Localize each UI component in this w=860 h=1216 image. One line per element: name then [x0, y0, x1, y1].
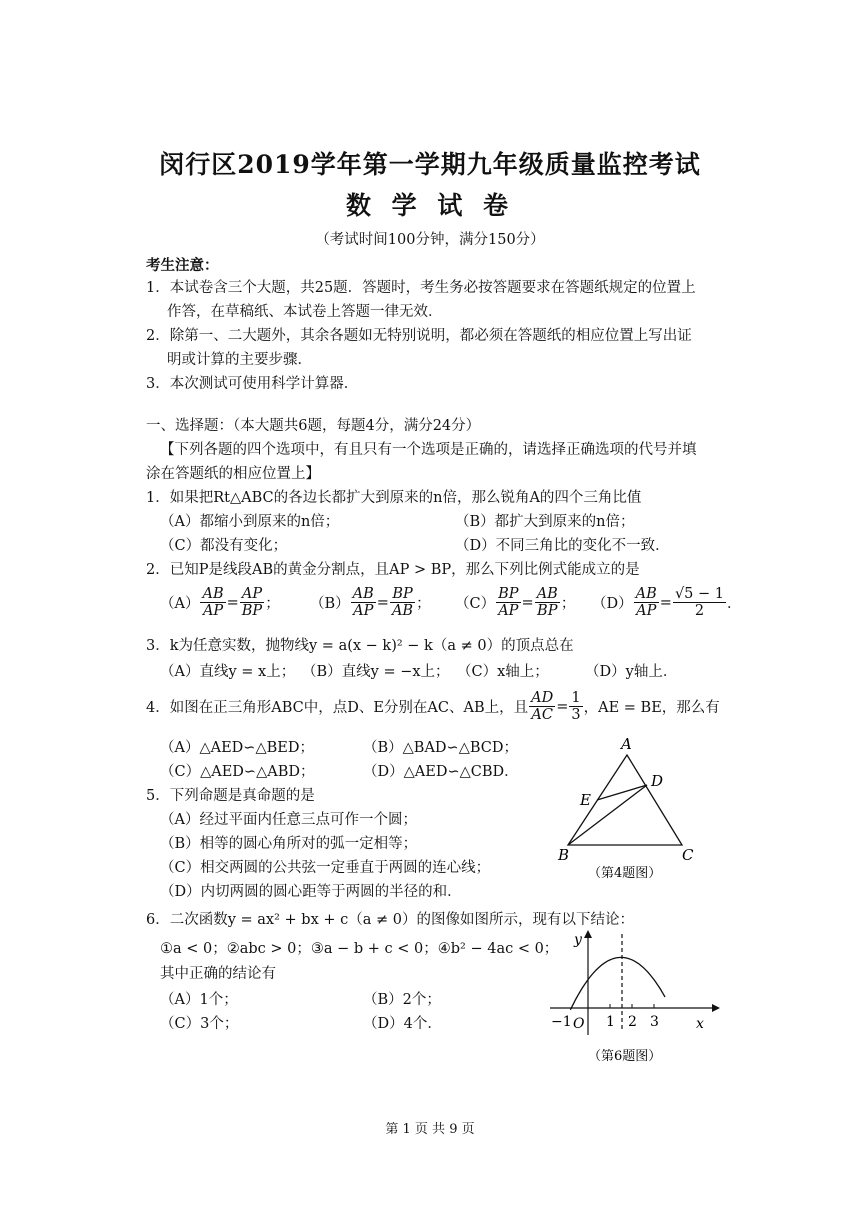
q2-c-frac-2: $\frac{AB}{BP}$ — [536, 586, 558, 619]
section-instruction: 【下列各题的四个选项中，有且只有一个选项是正确的，请选择正确选项的代号并填 — [160, 442, 697, 458]
q2-stem: 2．已知P是线段AB的黄金分割点，且AP > BP，那么下列比例式能成立的是 — [146, 562, 640, 578]
q1-option-c: （C）都没有变化； — [160, 538, 288, 554]
q4-stem: 4．如图在正三角形ABC中，点D、E分别在AC、AB上，且 $\frac{AD}{AC}$ = $\frac{1}{3}$ ，AE = BE，那么有 — [146, 690, 720, 723]
section-instruction-cont: 涂在答题纸的相应位置上】 — [146, 466, 320, 482]
x-axis-arrow-icon — [712, 1004, 720, 1012]
q2-c-label: （C） — [455, 596, 496, 612]
notice-item-3: 3．本次测试可使用科学计算器． — [146, 376, 359, 392]
label-c: C — [682, 846, 694, 864]
axis-x-label: x — [696, 1016, 704, 1032]
q3-option-c: （C）x轴上； — [457, 664, 549, 680]
q4-figure-caption: （第4题图） — [588, 866, 662, 881]
label-d: D — [651, 772, 664, 790]
q1-stem: 1．如果把Rt△ABC的各边长都扩大到原来的n倍，那么锐角A的四个三角比值 — [146, 490, 642, 506]
segment-ed — [597, 785, 647, 800]
q5-stem: 5．下列命题是真命题的是 — [146, 788, 315, 804]
q3-stem: 3．k为任意实数，抛物线y = a(x − k)² − k（a ≠ 0）的顶点总在 — [146, 638, 574, 654]
q4-figure — [550, 735, 710, 885]
q6-option-c: （C）3个； — [160, 1016, 239, 1032]
tick-label-1: 1 — [606, 1014, 615, 1030]
page-footer: 第 1 页 共 9 页 — [385, 1122, 475, 1137]
page-subtitle: 数 学 试 卷 — [345, 191, 515, 220]
q3-option-b: （B）直线y = −x上； — [302, 664, 450, 680]
q2-b-label: （B） — [310, 596, 350, 612]
label-a: A — [621, 735, 632, 753]
q2-option-d: （D） $\frac{AB}{AP}$ = $\frac{√5 - 1}{2}$ ． — [592, 586, 742, 619]
q5-option-d: （D）内切两圆的圆心距等于两圆的半径的和． — [160, 884, 462, 900]
origin-label: O — [573, 1016, 585, 1032]
q6-option-b: （B）2个； — [363, 992, 441, 1008]
q2-d-frac-1: $\frac{AB}{AP}$ — [635, 586, 657, 619]
q6-stem: 6．二次函数y = ax² + bx + c（a ≠ 0）的图像如图所示，现有以下结论： — [146, 912, 634, 928]
tick-label-neg1: −1 — [551, 1014, 572, 1030]
q6-option-a: （A）1个； — [160, 992, 238, 1008]
q2-b-frac-2: $\frac{BP}{AB}$ — [391, 586, 414, 619]
q5-option-c: （C）相交两圆的公共弦一定垂直于两圆的连心线； — [160, 860, 491, 876]
q4-frac-1: $\frac{AD}{AC}$ — [531, 690, 554, 723]
q1-option-b: （B）都扩大到原来的n倍； — [455, 514, 635, 530]
q3-option-d: （D）y轴上． — [585, 664, 678, 680]
q2-a-frac-1: $\frac{AB}{AP}$ — [202, 586, 224, 619]
q2-c-frac-1: $\frac{BP}{AP}$ — [498, 586, 519, 619]
section-heading: 一、选择题：（本大题共6题，每题4分，满分24分） — [146, 418, 481, 434]
label-b: B — [558, 846, 570, 864]
q6-figure-caption: （第6题图） — [588, 1049, 662, 1064]
q5-option-b: （B）相等的圆心角所对的弧一定相等； — [160, 836, 418, 852]
axis-y-label: y — [574, 932, 582, 948]
tick-label-2: 2 — [628, 1014, 637, 1030]
notice-item-2-cont: 明或计算的主要步骤． — [167, 352, 312, 368]
q2-b-frac-1: $\frac{AB}{AP}$ — [352, 586, 374, 619]
q4-stem-post: ，AE = BE，那么有 — [583, 700, 720, 716]
q6-conditions: ①a < 0；②abc > 0；③a − b + c < 0；④b² − 4ac < 0； — [160, 941, 559, 957]
q3-option-a: （A）直线y = x上； — [160, 664, 296, 680]
q2-d-label: （D） — [592, 596, 633, 612]
q4-option-d: （D）△AED∽△CBD． — [363, 764, 519, 780]
q4-option-a: （A）△AED∽△BED； — [160, 740, 314, 756]
label-e: E — [580, 791, 591, 809]
y-axis-arrow-icon — [584, 930, 592, 938]
exam-info: （考试时间100分钟，满分150分） — [315, 232, 545, 248]
q2-d-frac-2: $\frac{√5 - 1}{2}$ — [674, 586, 724, 619]
notice-item-1: 1．本试卷含三个大题，共25题．答题时，考生务必按答题要求在答题纸规定的位置上 — [146, 280, 696, 296]
notice-item-2: 2．除第一、二大题外，其余各题如无特别说明，都必须在答题纸的相应位置上写出证 — [146, 328, 692, 344]
notice-heading: 考生注意： — [146, 257, 219, 274]
tick-label-3: 3 — [650, 1014, 659, 1030]
q2-a-label: （A） — [160, 596, 200, 612]
q1-option-d: （D）不同三角比的变化不一致． — [455, 538, 670, 554]
notice-item-1-cont: 作答，在草稿纸、本试卷上答题一律无效． — [167, 304, 443, 320]
q2-option-c: （C） $\frac{BP}{AP}$ = $\frac{AB}{BP}$ ； — [455, 586, 576, 619]
q6-ask: 其中正确的结论有 — [160, 966, 276, 982]
q4-stem-pre: 4．如图在正三角形ABC中，点D、E分别在AC、AB上，且 — [146, 700, 529, 716]
parabola-curve — [570, 957, 665, 1009]
q2-option-a: （A） $\frac{AB}{AP}$ = $\frac{AP}{BP}$ ； — [160, 586, 280, 619]
q6-figure — [540, 920, 730, 1070]
q2-a-frac-2: $\frac{AP}{BP}$ — [241, 586, 263, 619]
q4-option-b: （B）△BAD∽△BCD； — [363, 740, 519, 756]
q4-option-c: （C）△AED∽△ABD； — [160, 764, 315, 780]
page-title: 闵行区2019学年第一学期九年级质量监控考试 — [159, 150, 701, 179]
q2-option-b: （B） $\frac{AB}{AP}$ = $\frac{BP}{AB}$ ； — [310, 586, 431, 619]
q4-frac-2: $\frac{1}{3}$ — [571, 690, 581, 723]
q1-option-a: （A）都缩小到原来的n倍； — [160, 514, 340, 530]
q5-option-a: （A）经过平面内任意三点可作一个圆； — [160, 812, 417, 828]
q6-option-d: （D）4个． — [363, 1016, 442, 1032]
